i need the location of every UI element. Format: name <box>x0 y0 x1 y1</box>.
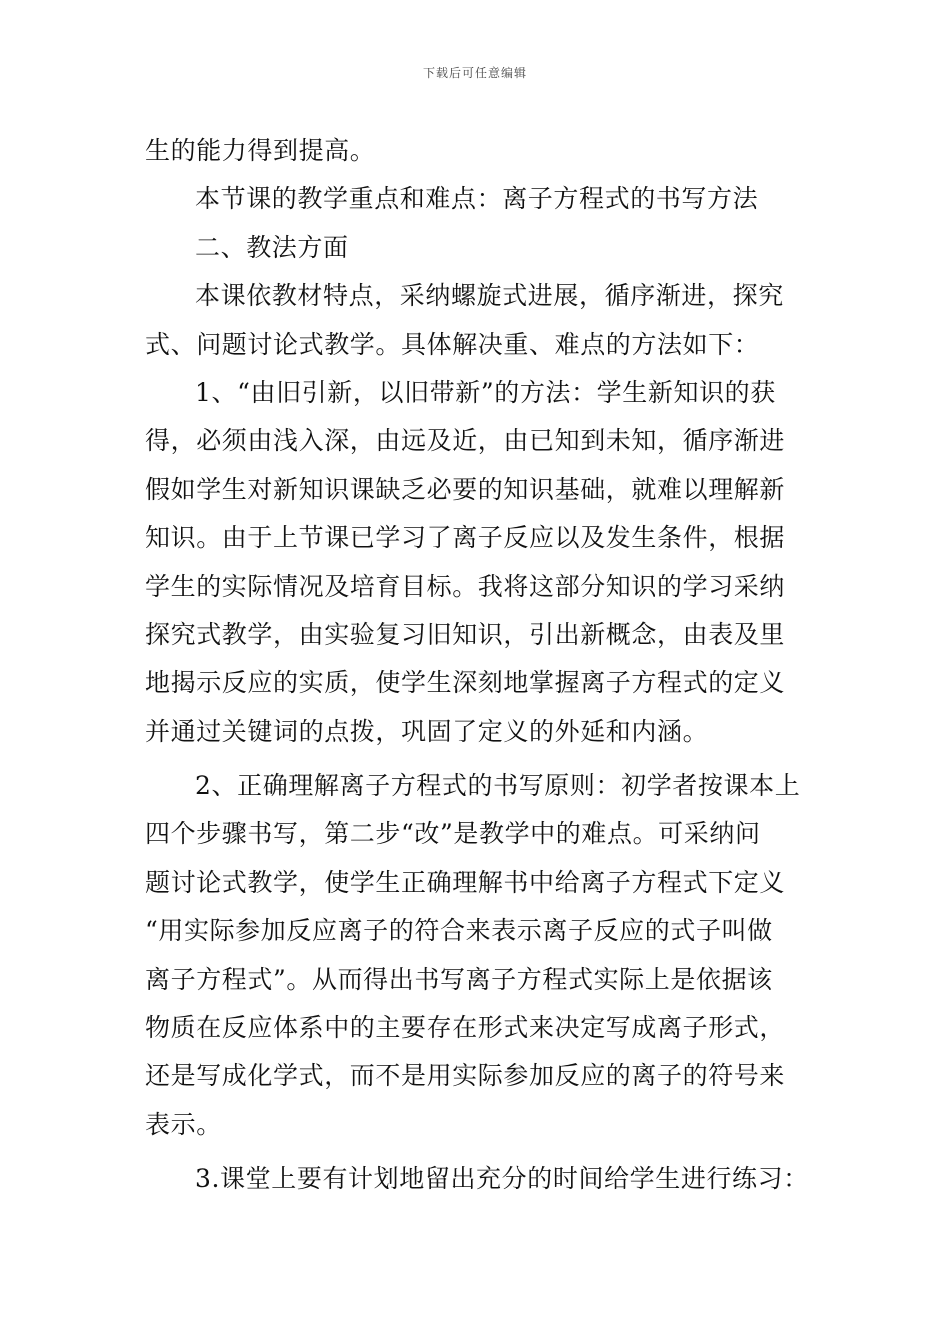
text-line: 表示。 <box>145 1109 222 1139</box>
document-body <box>145 127 825 1204</box>
text-line: 知识。由于上节课已学习了离子反应以及发生条件，根据 <box>145 523 786 553</box>
text-line: 四个步骤书写，第二步“改”是教学中的难点。可采纳问 <box>145 819 761 849</box>
text-line: 学生的实际情况及培育目标。我将这部分知识的学习采纳 <box>145 571 786 601</box>
text-line: 二、教法方面 <box>195 232 349 262</box>
text-line: 题讨论式教学，使学生正确理解书中给离子方程式下定义 <box>145 867 786 897</box>
text-line: 假如学生对新知识课缺乏必要的知识基础，就难以理解新 <box>145 474 786 504</box>
text-line: 并通过关键词的点拨，巩固了定义的外延和内涵。 <box>145 716 709 746</box>
text-line: 得，必须由浅入深，由远及近，由已知到未知，循序渐进 <box>145 426 786 456</box>
text-line: 生的能力得到提高。 <box>145 136 376 165</box>
text-line: 探究式教学，由实验复习旧知识，引出新概念，由表及里 <box>145 619 786 649</box>
page-header: 下载后可任意编辑 <box>422 66 527 80</box>
text-line: “用实际参加反应离子的符合来表示离子反应的式子叫做 <box>145 916 773 946</box>
text-line: 地揭示反应的实质，使学生深刻地掌握离子方程式的定义 <box>145 668 786 698</box>
text-line: 还是写成化学式，而不是用实际参加反应的离子的符号来 <box>145 1061 786 1091</box>
text-line: 本课依教材特点，采纳螺旋式进展，循序渐进，探究 <box>195 281 784 311</box>
text-line: 3.课堂上要有计划地留出充分的时间给学生进行练习： <box>195 1164 809 1194</box>
text-line: 1、“由旧引新，以旧带新”的方法：学生新知识的获 <box>195 377 776 407</box>
text-line: 2、正确理解离子方程式的书写原则：初学者按课本上 <box>195 771 801 801</box>
text-line: 式、问题讨论式教学。具体解决重、难点的方法如下： <box>145 329 760 359</box>
text-line: 离子方程式”。从而得出书写离子方程式实际上是依据该 <box>145 964 773 994</box>
text-line: 物质在反应体系中的主要存在形式来决定写成离子形式， <box>145 1013 786 1043</box>
text-line: 本节课的教学重点和难点：离子方程式的书写方法 <box>195 184 759 214</box>
